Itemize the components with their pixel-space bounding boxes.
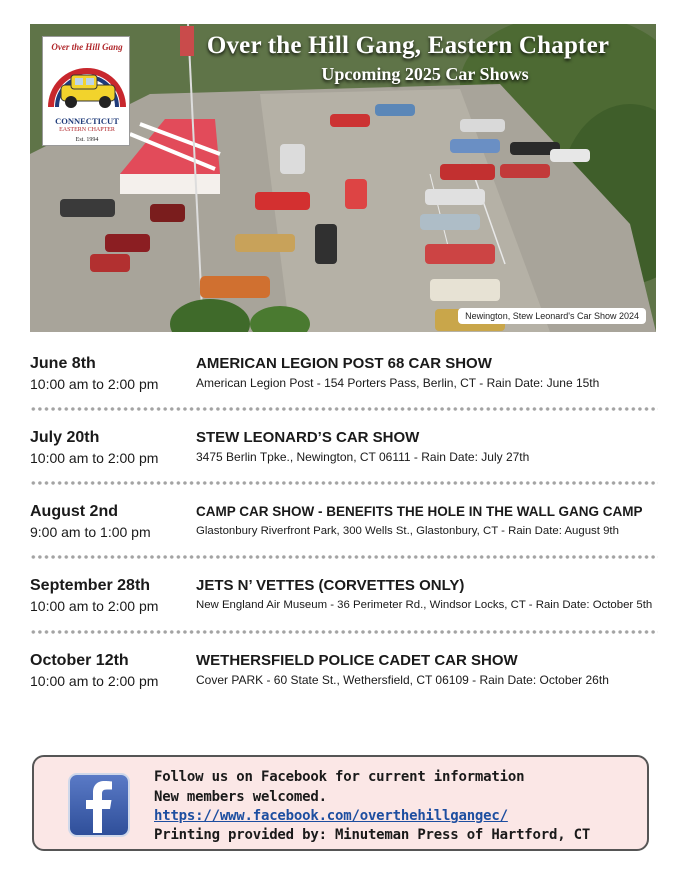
show-item	[30, 503, 660, 547]
facebook-link[interactable]: https://www.facebook.com/overthehillgangec/	[154, 808, 508, 824]
hero-photo	[30, 24, 656, 332]
show-item	[30, 429, 660, 473]
show-name: AMERICAN LEGION POST 68 CAR SHOW	[196, 355, 492, 372]
show-date: August 2nd	[30, 503, 118, 520]
show-date: July 20th	[30, 429, 100, 446]
club-logo	[42, 36, 130, 146]
show-details: Cover PARK - 60 State St., Wethersfield, CT 06109 - Rain Date: October 26th	[196, 673, 609, 687]
show-item	[30, 577, 660, 621]
show-time: 9:00 am to 1:00 pm	[30, 524, 151, 540]
logo-established: Est. 1994	[75, 137, 99, 143]
dotted-divider	[30, 481, 658, 485]
facebook-icon[interactable]	[68, 773, 130, 837]
facebook-follow-text: Follow us on Facebook for current information	[154, 769, 525, 785]
show-details: 3475 Berlin Tpke., Newington, CT 06111 - Rain Date: July 27th	[196, 450, 530, 464]
show-time: 10:00 am to 2:00 pm	[30, 673, 159, 689]
show-name: CAMP CAR SHOW - BENEFITS THE HOLE IN THE WALL GANG CAMP	[196, 504, 643, 519]
show-details: American Legion Post - 154 Porters Pass, Berlin, CT - Rain Date: June 15th	[196, 376, 600, 390]
logo-chapter: EASTERN CHAPTER	[59, 127, 115, 133]
show-time: 10:00 am to 2:00 pm	[30, 450, 159, 466]
show-details: Glastonbury Riverfront Park, 300 Wells St., Glastonbury, CT - Rain Date: August 9th	[196, 525, 619, 537]
facebook-info-box	[32, 755, 649, 851]
show-item	[30, 355, 660, 399]
facebook-f-glyph	[70, 775, 128, 835]
show-name: STEW LEONARD’S CAR SHOW	[196, 429, 420, 446]
logo-state: CONNECTICUT	[55, 116, 119, 126]
show-time: 10:00 am to 2:00 pm	[30, 376, 159, 392]
dotted-divider	[30, 555, 658, 559]
page-subtitle: Upcoming 2025 Car Shows	[321, 64, 529, 84]
dotted-divider	[30, 407, 658, 411]
show-date: October 12th	[30, 652, 129, 669]
show-date: September 28th	[30, 577, 151, 594]
show-item	[30, 652, 660, 696]
new-members-text: New members welcomed.	[154, 789, 327, 805]
logo-top-text: Over the Hill Gang	[51, 42, 123, 52]
show-details: New England Air Museum - 36 Perimeter Rd., Windsor Locks, CT - Rain Date: October 5th	[196, 599, 653, 611]
page-title: Over the Hill Gang, Eastern Chapter	[206, 32, 610, 59]
printing-credit: Printing provided by: Minuteman Press of Hartford, CT	[154, 827, 591, 843]
show-time: 10:00 am to 2:00 pm	[30, 598, 159, 614]
show-name: WETHERSFIELD POLICE CADET CAR SHOW	[196, 652, 518, 669]
show-date: June 8th	[30, 355, 96, 372]
show-name: JETS N’ VETTES (CORVETTES ONLY)	[196, 577, 465, 594]
yellow-car-icon	[43, 55, 131, 115]
photo-caption: Newington, Stew Leonard's Car Show 2024	[458, 308, 646, 324]
dotted-divider	[30, 630, 658, 634]
